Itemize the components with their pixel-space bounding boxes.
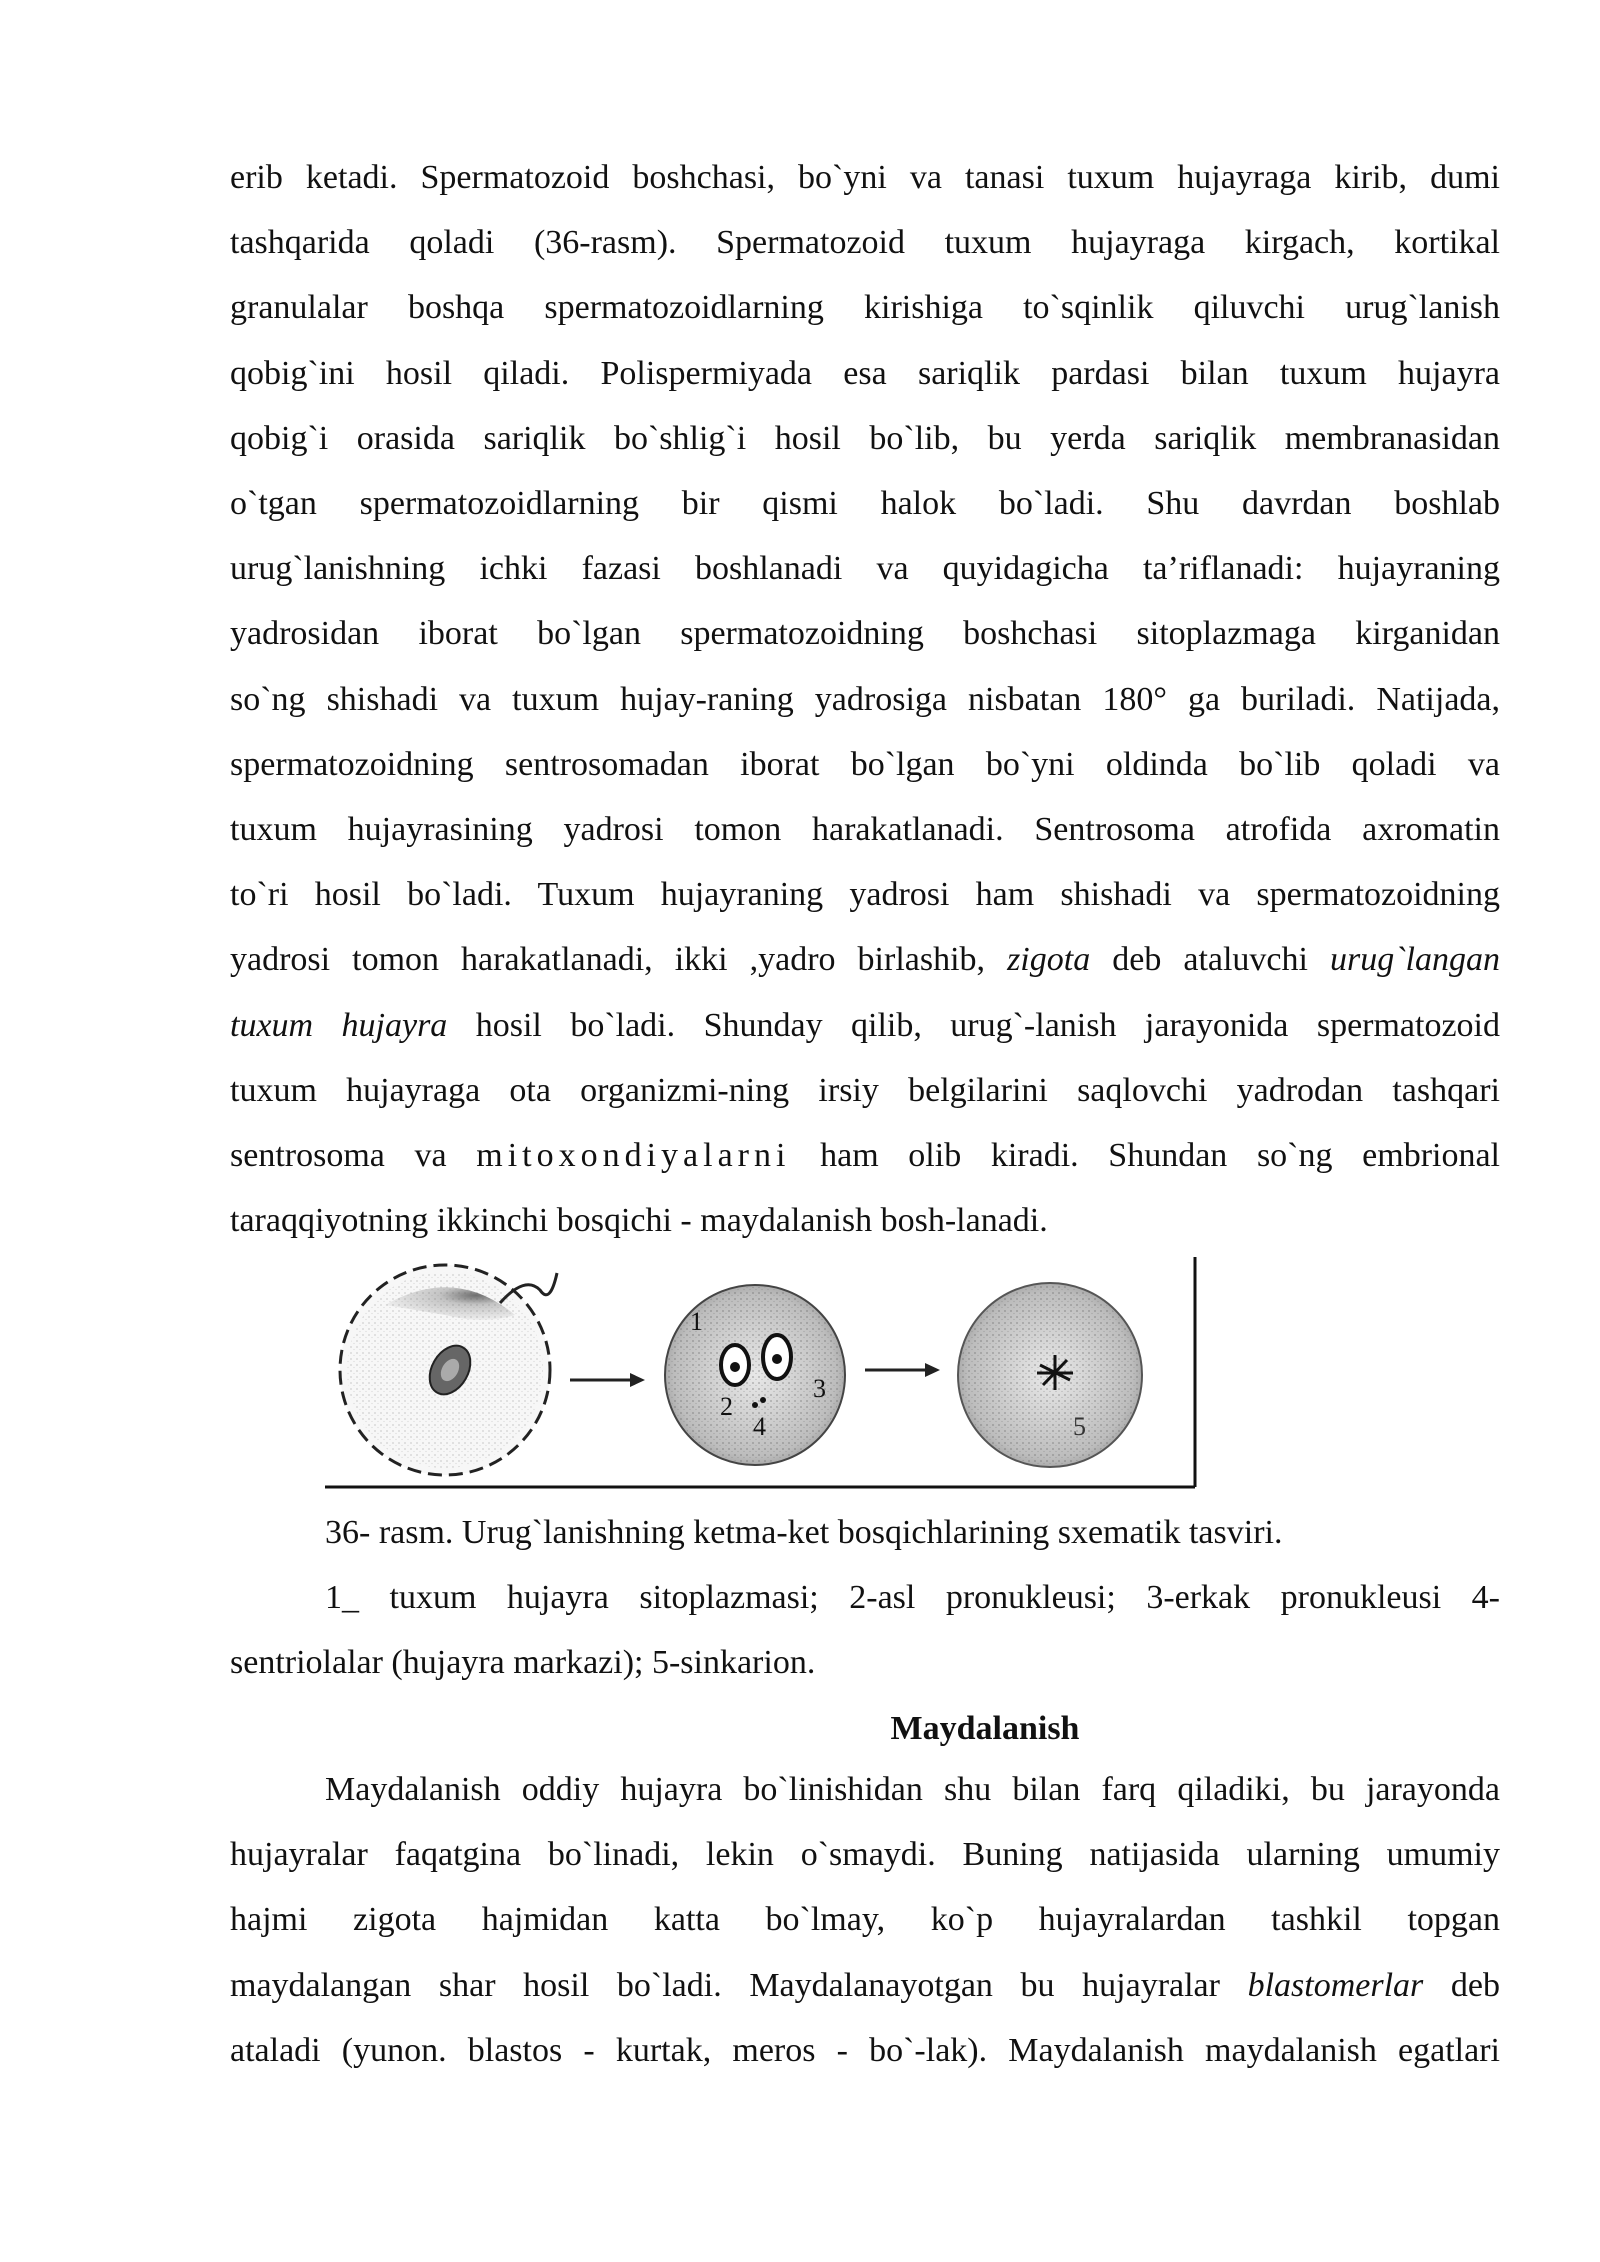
text-line [230, 927, 1500, 992]
figure-label: 3 [813, 1374, 826, 1403]
text-line: so`ng shishadi va tuxum hujay-raning yadrosiga nisbatan 180° ga buriladi. Natijada, [230, 680, 1500, 718]
text-run: sentrosoma va [230, 1137, 477, 1175]
section-heading: Maydalanish [890, 1709, 1080, 1747]
fertilization-figure [325, 1255, 1205, 1495]
paragraph-fertilization [230, 145, 1500, 1253]
term-blastomerlar: blastomerlar [1247, 1966, 1424, 2004]
egg-cell-stage-2 [665, 1285, 845, 1465]
figure-label: 2 [720, 1392, 733, 1421]
figure-caption [230, 1500, 1500, 1761]
arrow-icon [865, 1363, 940, 1377]
text-line: qobig`ini hosil qiladi. Polispermiyada esa sariqlik pardasi bilan tuxum hujayra [230, 354, 1500, 392]
figure-label: 1 [690, 1307, 703, 1336]
text-run: deb ataluvchi [1090, 941, 1330, 979]
text-run: ham olib kiradi. Shundan so`ng embrional [790, 1137, 1500, 1175]
figure-label: 5 [1073, 1412, 1086, 1441]
text-run: deb [1423, 1966, 1500, 2004]
text-line: erib ketadi. Spermatozoid boshchasi, bo`yni va tanasi tuxum hujayraga kirib, dumi [230, 159, 1500, 196]
caption-text [230, 1500, 1500, 1696]
caption-line: sentriolalar (hujayra markazi); 5-sinkarion. [230, 1644, 816, 1682]
body-text [230, 145, 1500, 1253]
figure-label: 4 [753, 1412, 766, 1441]
term-zigota: zigota [1007, 941, 1091, 979]
arrow-icon [570, 1373, 645, 1387]
text-line: tuxum hujayrasining yadrosi tomon harakatlanadi. Sentrosoma atrofida axromatin [230, 811, 1500, 849]
term-tuxum-hujayra: tuxum hujayra [230, 1006, 448, 1044]
text-run: hosil bo`ladi. Shunday qilib, urug`-lanish jarayonida spermatozoid [447, 1006, 1501, 1044]
paragraph-text [230, 1757, 1500, 2083]
egg-cell-stage-3 [958, 1283, 1142, 1467]
paragraph-cleavage [230, 1757, 1500, 2083]
text-line: tuxum hujayraga ota organizmi-ning irsiy belgilarini saqlovchi yadrodan tashqari [230, 1071, 1500, 1109]
text-line: tashqarida qoladi (36-rasm). Spermatozoid tuxum hujayraga kirgach, kortikal [230, 224, 1500, 262]
egg-cell-stage-1 [340, 1265, 557, 1475]
text-line: to`ri hosil bo`ladi. Tuxum hujayraning yadrosi ham shishadi va spermatozoidning [230, 876, 1500, 914]
text-run: maydalangan shar hosil bo`ladi. Maydalanayotgan bu hujayralar [230, 1966, 1248, 2004]
text-line: spermatozoidning sentrosomadan iborat bo`lgan bo`yni oldinda bo`lib qoladi va [230, 745, 1500, 783]
text-line: hujayralar faqatgina bo`linadi, lekin o`smaydi. Buning natijasida ularning umumiy [230, 1836, 1500, 1874]
text-line: granulalar boshqa spermatozoidlarning kirishiga to`sqinlik qiluvchi urug`lanish [230, 289, 1500, 327]
text-line: hajmi zigota hajmidan katta bo`lmay, ko`p hujayralardan tashkil topgan [230, 1901, 1500, 1939]
text-run: yadrosi tomon harakatlanadi, ikki ,yadro birlashib, [230, 941, 1008, 979]
text-line: taraqqiyotning ikkinchi bosqichi - maydalanish bosh-lanadi. [230, 1202, 1048, 1240]
text-line: ataladi (yunon. blastos - kurtak, meros - bo`-lak). Maydalanish maydalanish egatlari [230, 2031, 1500, 2069]
spaced-term-mitoxondiya: mitoxondiyalarni [476, 1137, 791, 1175]
text-line: o`tgan spermatozoidlarning bir qismi halok bo`ladi. Shu davrdan boshlab [230, 485, 1500, 523]
text-line: qobig`i orasida sariqlik bo`shlig`i hosil bo`lib, bu yerda sariqlik membranasidan [230, 419, 1500, 457]
text-line: yadrosidan iborat bo`lgan spermatozoidning boshchasi sitoplazmaga kirganidan [230, 615, 1500, 653]
caption-line: 36- rasm. Urug`lanishning ketma-ket bosqichlarining sxematik tasviri. [325, 1514, 1283, 1551]
text-line [230, 1953, 1500, 2018]
text-line [230, 1123, 1500, 1188]
text-line [230, 993, 1500, 1058]
text-line: Maydalanish oddiy hujayra bo`linishidan shu bilan farq qiladiki, bu jarayonda [325, 1771, 1500, 1808]
caption-line: 1_ tuxum hujayra sitoplazmasi; 2-asl pronukleusi; 3-erkak pronukleusi 4- [325, 1579, 1500, 1617]
term-urug-langan: urug`langan [1330, 941, 1500, 979]
text-line: urug`lanishning ichki fazasi boshlanadi va quyidagicha ta’riflanadi: hujayraning [230, 550, 1500, 588]
